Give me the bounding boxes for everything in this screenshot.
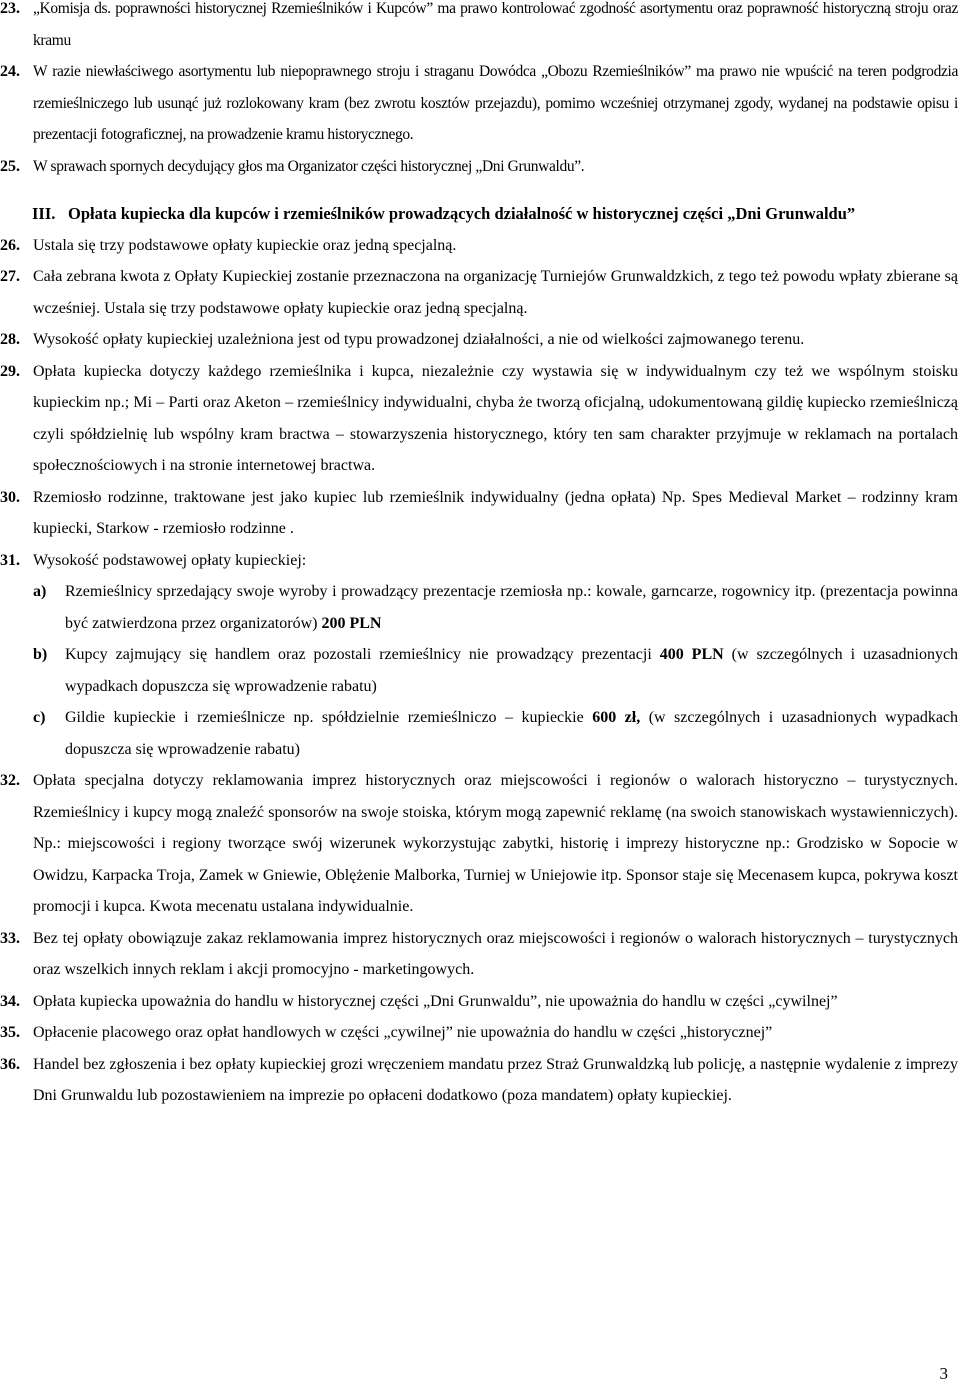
fee-item-a bbox=[33, 576, 960, 639]
paragraph-number: 33. bbox=[0, 929, 20, 947]
paragraph-text: Bez tej opłaty obowiązuje zakaz reklamowania imprez historycznych oraz miejscowości i regionów o walorach historycznych – turystycznych oraz wszelkich innych reklam i akcji promocyjno - marketingowych. bbox=[33, 929, 958, 978]
paragraph-number: 27. bbox=[0, 268, 20, 285]
paragraph-text: Opłata specjalna dotyczy reklamowania imprez historycznych oraz miejscowości i regionów o walorach historyczno – turystycznych. Rzemieślnicy i kupcy mogą znaleźć sponsorów na swoje stoiska, którym mogą zapewnić reklamę (na swoich stanowiskach wystawienniczych). Np.: miejscowości i regiony tworzące swój wizerunek wykorzystując zabytki, historię i imprezy historyczne np.: Grodzisko w Sopocie w Owidzu, Karpacka Troja, Zamek w Gniewie, Oblężenie Malborka, Turniej w Uniejowie itp. Sponsor staje się Mecenasem kupca, pokrywa koszt promocji i kupca. Kwota mecenatu ustalana indywidualnie. bbox=[33, 772, 958, 915]
paragraph-25 bbox=[0, 151, 960, 183]
paragraph-number: 23. bbox=[0, 0, 20, 17]
fee-note: (w szczególnych i uzasadnionych wypadkach dopuszcza się wprowadzenie rabatu) bbox=[65, 646, 959, 695]
fee-text bbox=[65, 576, 960, 639]
paragraph-text: W razie niewłaściwego asortymentu lub niepoprawnego stroju i straganu Dowódca „Obozu Rzemieślników” ma prawo nie wpuścić na teren podgrodzia rzemieślniczego lub usunąć już rozlokowany kram (bez zwrotu kosztów przejazdu), pomimo wcześniej otrzymanej zgody, wydanej na podstawie opisu i prezentacji fotograficznej, na prowadzenie kramu historycznego. bbox=[33, 63, 958, 143]
fee-amount: 400 PLN bbox=[659, 646, 724, 663]
paragraph-32 bbox=[0, 765, 960, 923]
paragraph-text: Opłata kupiecka upoważnia do handlu w historycznej części „Dni Grunwaldu”, nie upoważnia do handlu w części „cywilnej” bbox=[33, 992, 838, 1010]
fee-description: Gildie kupieckie i rzemieślnicze np. spółdzielnie rzemieślniczo – kupieckie bbox=[65, 709, 584, 726]
paragraph-number: 28. bbox=[0, 331, 20, 348]
section-number: III. bbox=[32, 204, 56, 223]
paragraph-number: 24. bbox=[0, 63, 20, 80]
paragraph-33 bbox=[0, 923, 960, 986]
fee-letter: b) bbox=[33, 646, 48, 663]
paragraph-29 bbox=[0, 356, 960, 482]
paragraph-text: W sprawach spornych decydujący głos ma Organizator części historycznej „Dni Grunwaldu”. bbox=[33, 157, 585, 175]
fee-letter: c) bbox=[33, 709, 46, 726]
fee-letter: a) bbox=[33, 583, 47, 600]
paragraph-text: Wysokość podstawowej opłaty kupieckiej: bbox=[33, 551, 307, 569]
paragraph-30 bbox=[0, 482, 960, 545]
paragraph-26 bbox=[0, 230, 960, 262]
paragraph-text: „Komisja ds. poprawności historycznej Rzemieślników i Kupców” ma prawo kontrolować zgodność asortymentu oraz poprawność historyczną stroju oraz kramu bbox=[33, 0, 958, 49]
fee-item-b bbox=[33, 639, 960, 702]
paragraph-number: 31. bbox=[0, 551, 20, 569]
paragraph-31 bbox=[0, 545, 960, 577]
paragraph-23 bbox=[0, 0, 960, 56]
paragraph-text: Handel bez zgłoszenia i bez opłaty kupieckiej grozi wręczeniem mandatu przez Straż Grunwaldzką lub policję, a następnie wydalenie z imprezy Dni Grunwaldu lub pozostawieniem na imprezie po opłaceni dodatkowo (poza mandatem) opłaty kupieckiej. bbox=[33, 1055, 958, 1104]
paragraph-number: 35. bbox=[0, 1024, 20, 1041]
paragraph-34 bbox=[0, 986, 960, 1018]
paragraph-number: 25. bbox=[0, 157, 20, 175]
paragraph-text: Ustala się trzy podstawowe opłaty kupieckie oraz jedną specjalną. bbox=[33, 236, 457, 254]
section-title: Opłata kupiecka dla kupców i rzemieślników prowadzących działalność w historycznej części „Dni Grunwaldu” bbox=[68, 204, 856, 223]
paragraph-text: Opłacenie placowego oraz opłat handlowych w części „cywilnej” nie upoważnia do handlu w części „historycznej” bbox=[33, 1024, 773, 1041]
paragraph-36 bbox=[0, 1049, 960, 1112]
paragraph-27 bbox=[0, 261, 960, 324]
paragraph-35 bbox=[0, 1017, 960, 1049]
paragraph-text: Opłata kupiecka dotyczy każdego rzemieślnika i kupca, niezależnie czy wystawia się w indywidualnym czy też we wspólnym stoisku kupieckim np.; Mi – Parti oraz Aketon – rzemieślnicy indywidualni, chyba że tworzą oficjalną, udokumentowaną gildię kupiecko rzemieślniczą czyli spółdzielnię lub wspólny kram bractwa – stowarzyszenia historycznego, który ten sam charakter przyjmuje w reklamach na portalach społecznościowych i na stronie internetowej bractwa. bbox=[33, 362, 958, 474]
paragraph-number: 36. bbox=[0, 1055, 20, 1073]
paragraph-24 bbox=[0, 56, 960, 151]
fee-amount: 200 PLN bbox=[321, 614, 382, 632]
paragraph-number: 26. bbox=[0, 236, 20, 254]
paragraph-number: 29. bbox=[0, 362, 20, 380]
section-heading bbox=[0, 198, 960, 230]
page-number: 3 bbox=[939, 1364, 948, 1383]
fee-description: Kupcy zajmujący się handlem oraz pozostali rzemieślnicy nie prowadzący prezentacji bbox=[65, 646, 652, 663]
paragraph-text: Rzemiosło rodzinne, traktowane jest jako kupiec lub rzemieślnik indywidualny (jedna opłata) Np. Spes Medieval Market – rodzinny kram kupiecki, Starkow - rzemiosło rodzinne . bbox=[33, 488, 958, 537]
fee-text bbox=[65, 639, 960, 702]
fee-note: (w szczególnych i uzasadnionych wypadkach dopuszcza się wprowadzenie rabatu) bbox=[65, 709, 959, 758]
fee-item-c bbox=[33, 702, 960, 765]
paragraph-number: 34. bbox=[0, 992, 20, 1010]
fee-text bbox=[65, 702, 960, 765]
paragraph-text: Cała zebrana kwota z Opłaty Kupieckiej zostanie przeznaczona na organizację Turniejów Grunwaldzkich, z tego też powodu wpłaty zbierane są wcześniej. Ustala się trzy podstawowe opłaty kupieckie oraz jedną specjalną. bbox=[33, 268, 958, 317]
paragraph-28 bbox=[0, 324, 960, 356]
paragraph-number: 32. bbox=[0, 772, 20, 789]
fee-description: Rzemieślnicy sprzedający swoje wyroby i prowadzący prezentacje rzemiosła np.: kowale, garncarze, rogownicy itp. (prezentacja powinna być zatwierdzona przez organizatorów) bbox=[65, 583, 958, 632]
paragraph-text: Wysokość opłaty kupieckiej uzależniona jest od typu prowadzonej działalności, a nie od wielkości zajmowanego terenu. bbox=[33, 331, 805, 348]
fee-amount: 600 zł, bbox=[592, 709, 641, 726]
paragraph-number: 30. bbox=[0, 488, 20, 506]
